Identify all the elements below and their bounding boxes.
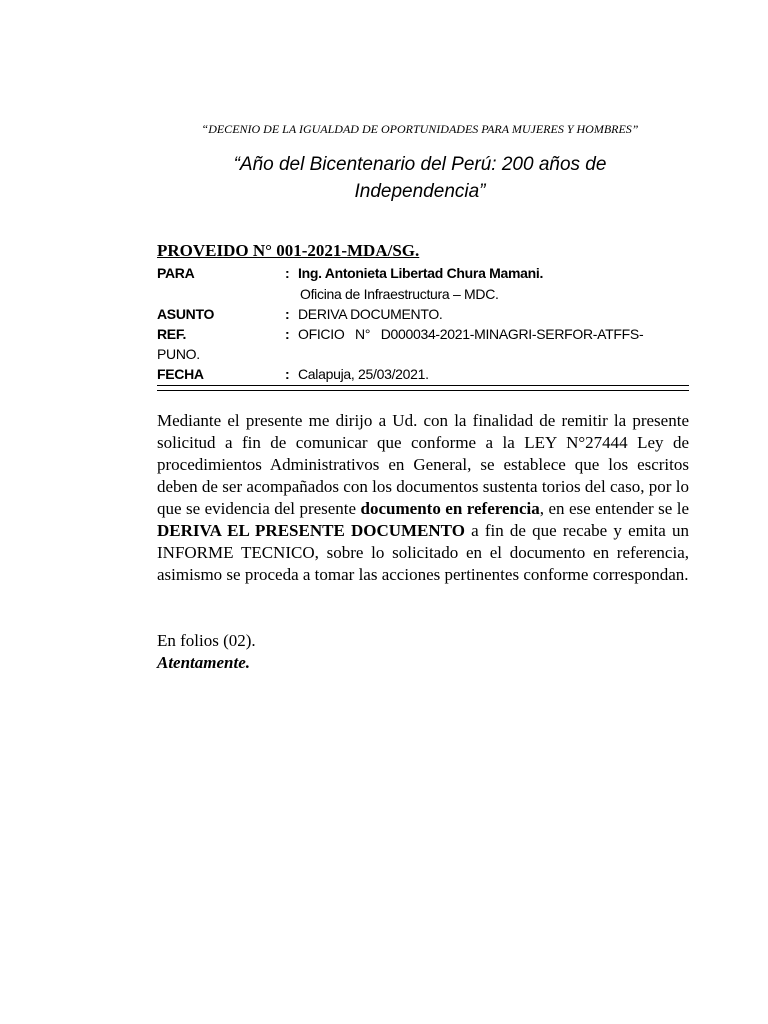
body-text-part: , en ese entender se le bbox=[539, 499, 690, 518]
body-bold-derive: DERIVA EL PRESENTE DOCUMENTO bbox=[157, 521, 465, 540]
double-rule-divider bbox=[157, 385, 689, 391]
decade-motto: “DECENIO DE LA IGUALDAD DE OPORTUNIDADES PARA MUJERES Y HOMBRES” bbox=[201, 122, 639, 136]
field-colon: : bbox=[285, 306, 290, 322]
field-label: REF. bbox=[157, 326, 187, 342]
year-motto: “Año del Bicentenario del Perú: 200 años de Independencia” bbox=[233, 154, 607, 202]
field-value: Ing. Antonieta Libertad Chura Mamani. bbox=[298, 265, 544, 281]
field-colon: : bbox=[285, 326, 290, 342]
closing-line: Atentamente. bbox=[157, 653, 251, 672]
field-value: OFICIO N° D000034-2021-MINAGRI-SERFOR-ATFFS- bbox=[298, 326, 644, 342]
field-value: Calapuja, 25/03/2021. bbox=[298, 366, 429, 382]
field-value-line2: PUNO. bbox=[157, 346, 200, 362]
body-text-part: a fin de que recabe y emita un INFORME TECNICO, sobre lo solicitado en el documento en referencia, asimismo se proceda a tomar las acciones pertinentes conforme correspondan. bbox=[157, 521, 690, 584]
field-colon: : bbox=[285, 265, 290, 281]
body-text-part: Mediante el presente me dirijo a Ud. con la finalidad de remitir la presente solicitud a fin de comunicar que conforme a la LEY N°27444 Ley de procedimientos Administrativos en General, se establece que los escritos deben de ser acompañados con los documentos sustenta torios del caso, por lo que se evidencia del presente bbox=[157, 411, 689, 518]
field-value: DERIVA DOCUMENTO. bbox=[298, 306, 443, 322]
field-value-line2: Oficina de Infraestructura – MDC. bbox=[300, 286, 499, 302]
folios-line: En folios (02). bbox=[157, 631, 256, 650]
document-title: PROVEIDO N° 001-2021-MDA/SG. bbox=[157, 241, 420, 260]
body-paragraph bbox=[157, 410, 689, 586]
field-label: FECHA bbox=[157, 366, 204, 382]
field-label: PARA bbox=[157, 265, 195, 281]
body-bold-reference: documento en referencia bbox=[360, 499, 540, 518]
field-colon: : bbox=[285, 366, 290, 382]
field-label: ASUNTO bbox=[157, 306, 215, 322]
